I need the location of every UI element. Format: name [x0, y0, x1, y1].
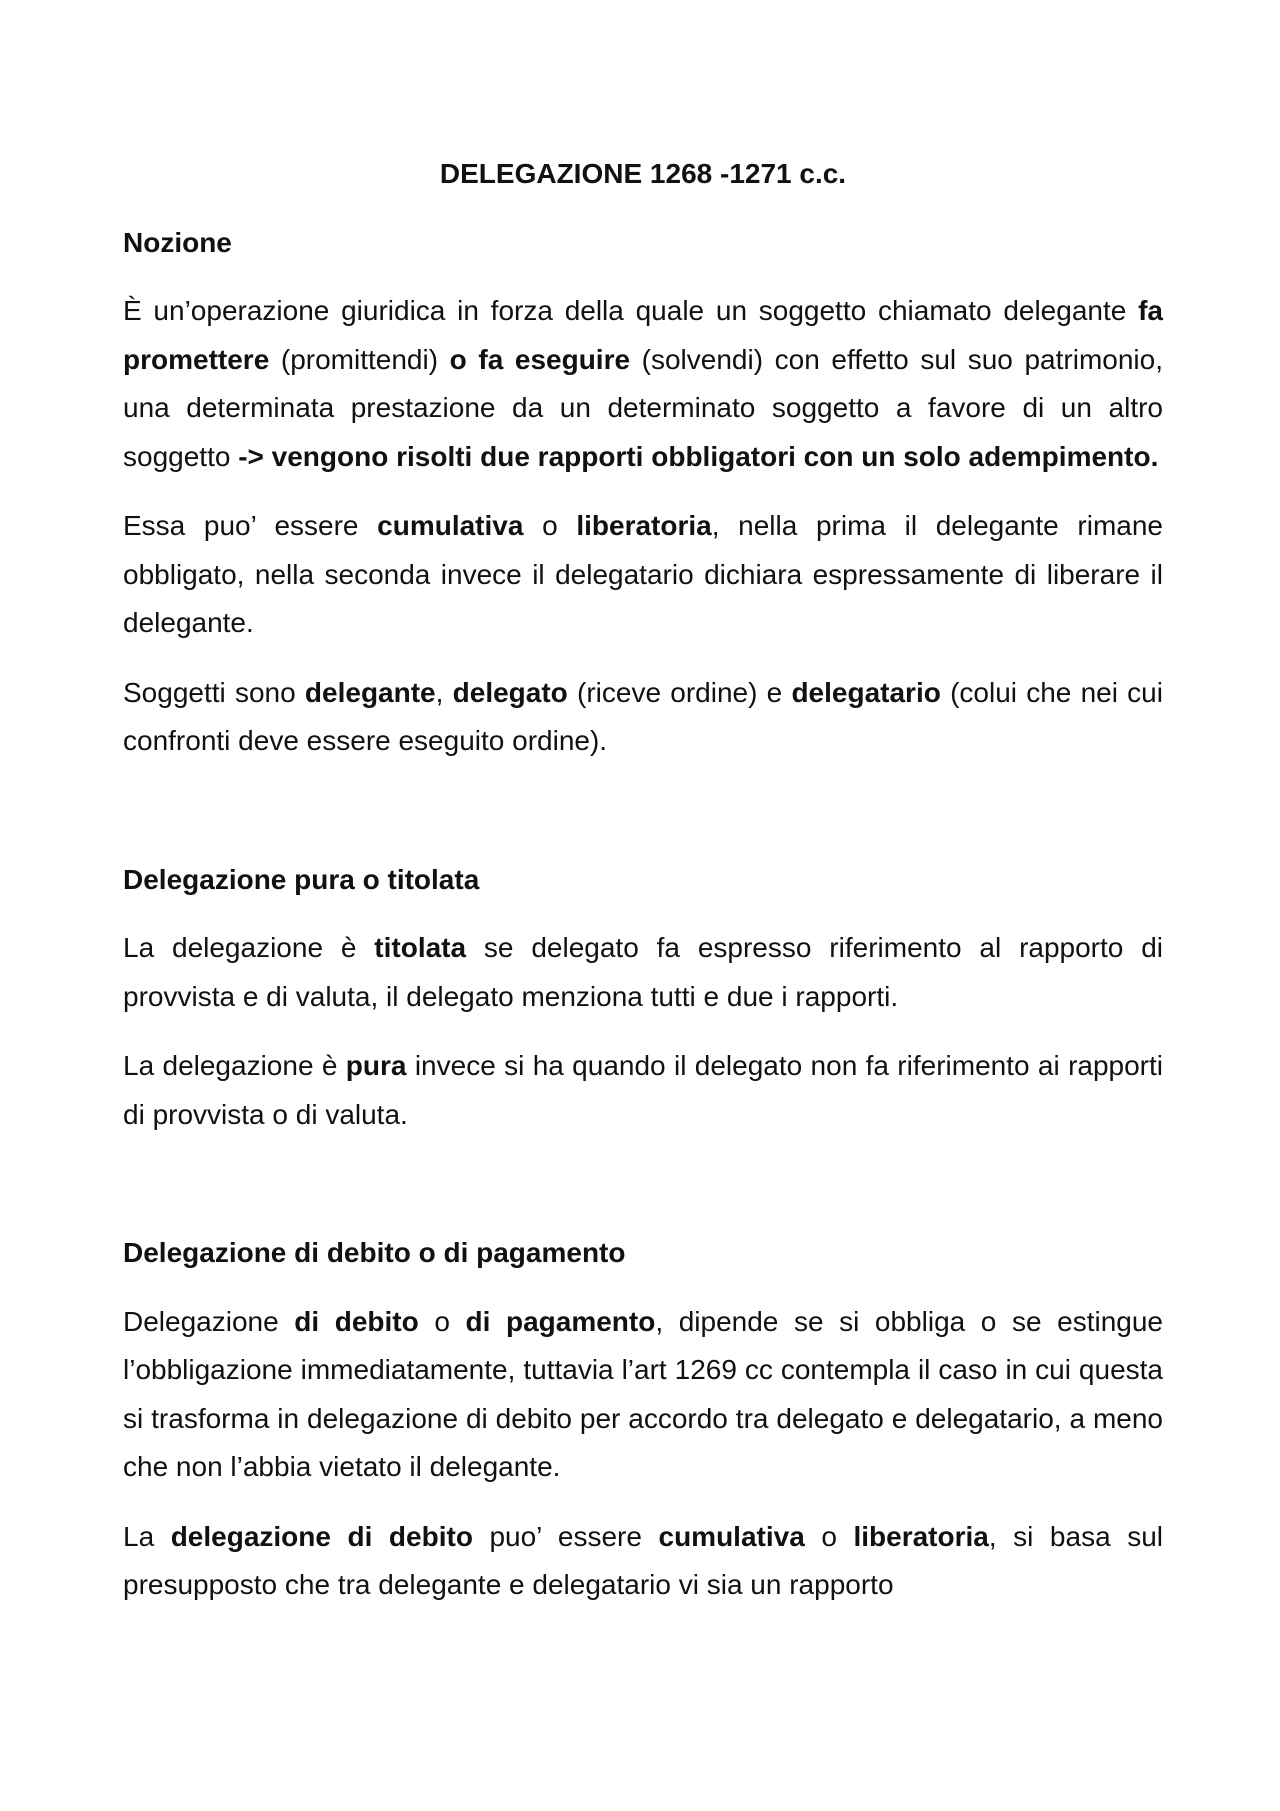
text-run: , dipende se si obbliga o se estingue l’obbligazione immediatamente, tuttavia l’art 1269 cc contempla il caso in cui questa si trasforma in delegazione di debito per accordo tra delegato e delegatario, a meno che non l’abbia vietato il delegante.: [123, 1305, 1163, 1482]
section-heading-pura-titolata: Delegazione pura o titolata: [123, 863, 480, 895]
bold-text: delegatario: [791, 676, 941, 708]
bold-text: di debito: [294, 1305, 419, 1337]
paragraph: [123, 287, 1163, 481]
bold-text: cumulativa: [377, 510, 524, 541]
section-heading-nozione: Nozione: [123, 226, 232, 258]
bold-text: -> vengono risolti due rapporti obbligatori con un solo adempimento.: [238, 440, 1159, 472]
paragraph: [123, 1042, 1163, 1139]
text-run: o: [523, 510, 577, 541]
bold-text: liberatoria: [576, 510, 712, 541]
bold-text: fa promettere: [123, 295, 1163, 375]
text-run: Delegazione: [123, 1305, 295, 1337]
text-run: o: [804, 1520, 854, 1552]
section-heading-debito-pagamento: Delegazione di debito o di pagamento: [123, 1237, 626, 1268]
text-run: La: [123, 1520, 171, 1552]
paragraph: [123, 502, 1163, 648]
paragraph: [123, 924, 1163, 1021]
bold-text: delegato: [452, 676, 568, 708]
spacer: [123, 787, 1163, 856]
bold-text: pura: [345, 1050, 407, 1081]
paragraph: [123, 1513, 1163, 1610]
text-run: (promittendi): [269, 343, 450, 375]
text-run: Soggetti sono: [123, 676, 305, 708]
paragraph: [123, 1298, 1163, 1492]
bold-text: o fa eseguire: [449, 343, 631, 375]
bold-text: liberatoria: [853, 1520, 989, 1552]
bold-text: di pagamento: [465, 1305, 656, 1337]
paragraph: [123, 669, 1163, 766]
text-run: o: [418, 1305, 466, 1337]
text-run: È un’operazione giuridica in forza della quale un soggetto chiamato delegante: [123, 295, 1139, 326]
text-run: invece si ha quando il delegato non fa riferimento ai rapporti di provvista o di valuta.: [123, 1050, 1164, 1130]
text-run: se delegato fa espresso riferimento al rapporto di provvista e di valuta, il delegato menziona tutti e due i rapporti.: [123, 932, 1163, 1012]
text-run: (solvendi) con effetto sul suo patrimonio, una determinata prestazione da un determinato soggetto a favore di un altro soggetto: [123, 343, 1163, 472]
text-run: La delegazione è: [123, 1050, 346, 1081]
bold-text: delegante: [304, 676, 436, 708]
text-run: La delegazione è: [123, 932, 375, 963]
text-run: Essa puo’ essere: [123, 510, 378, 541]
text-run: , si basa sul presupposto che tra delegante e delegatario vi sia un rapporto: [123, 1520, 1163, 1600]
document-page: [123, 150, 1163, 1631]
spacer: [123, 1160, 1163, 1229]
bold-text: cumulativa: [658, 1520, 805, 1552]
document-title: DELEGAZIONE 1268 -1271 c.c.: [439, 158, 847, 189]
bold-text: titolata: [374, 932, 467, 963]
text-run: (riceve ordine) e: [567, 676, 792, 708]
text-run: , nella prima il delegante rimane obbligato, nella seconda invece il delegatario dichiara espressamente di liberare il delegante.: [123, 510, 1163, 638]
bold-text: delegazione di debito: [170, 1520, 473, 1552]
text-run: puo’ essere: [472, 1520, 659, 1552]
text-run: ,: [435, 676, 453, 708]
text-run: (colui che nei cui confronti deve essere eseguito ordine).: [123, 676, 1163, 756]
